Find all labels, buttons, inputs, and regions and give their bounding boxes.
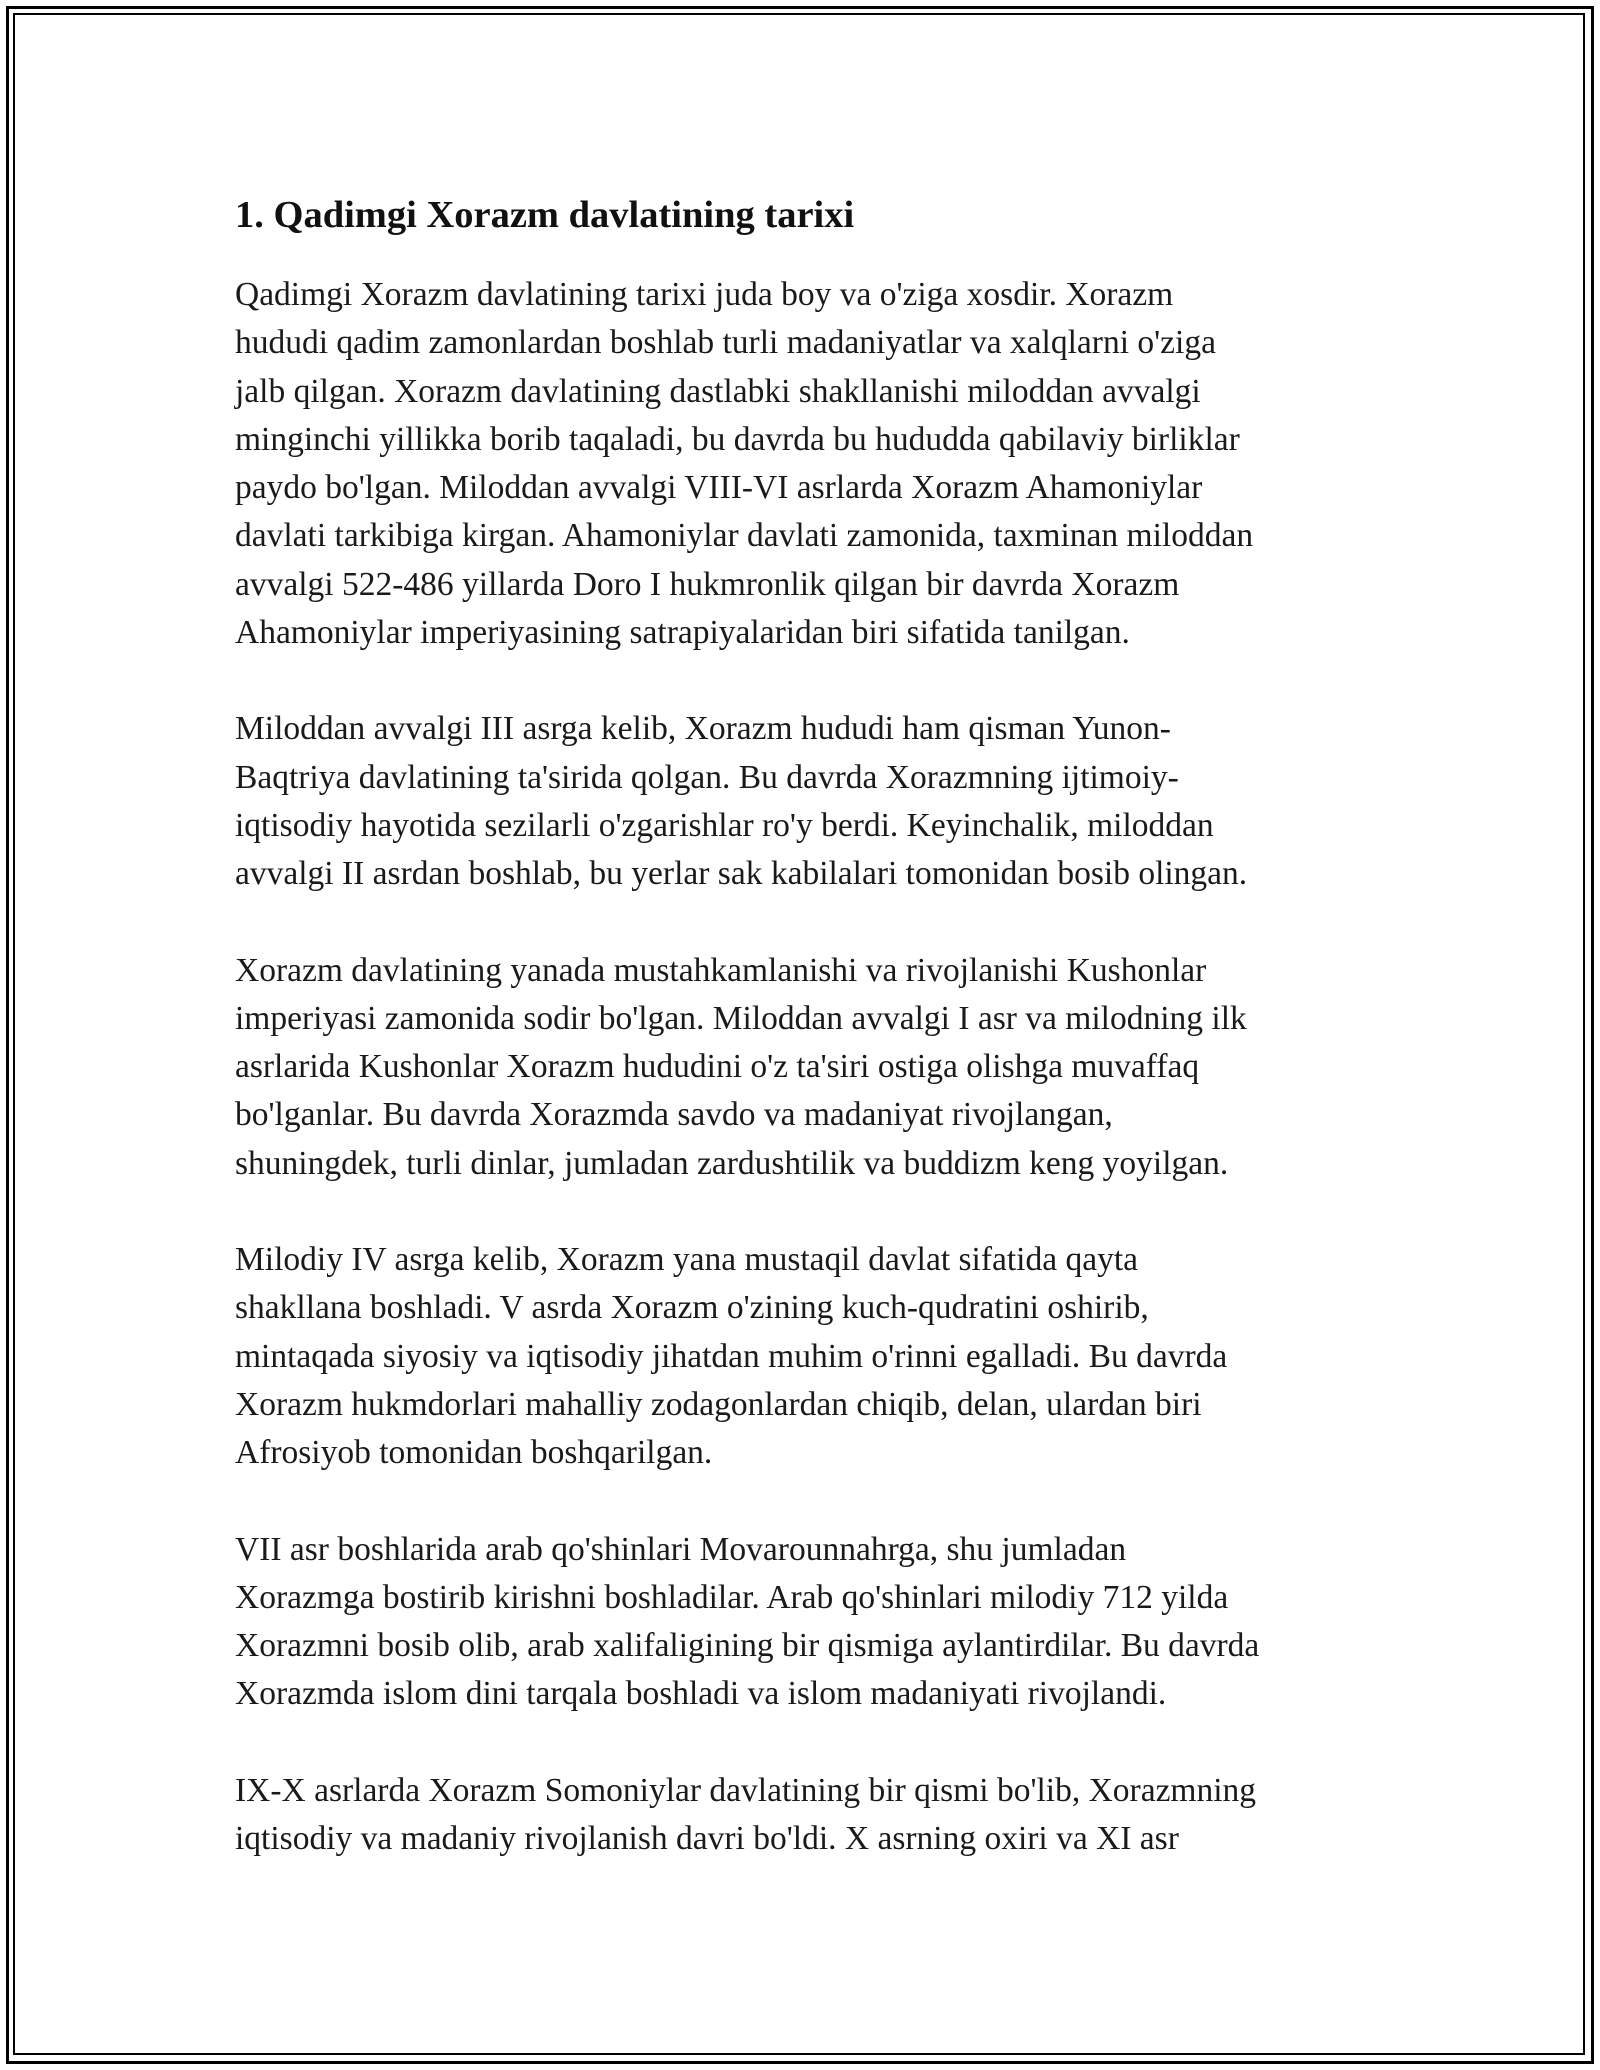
text-line: avvalgi 522-486 yillarda Doro I hukmronlik qilgan bir davrda Xorazm: [235, 565, 1180, 603]
text-line: Xorazm davlatining yanada mustahkamlanishi va rivojlanishi Kushonlar: [235, 951, 1207, 989]
text-line: avvalgi II asrdan boshlab, bu yerlar sak kabilalari tomonidan bosib olingan.: [235, 855, 1248, 893]
text-line: shakllana boshladi. V asrda Xorazm o'zining kuch-qudratini oshirib,: [235, 1289, 1149, 1327]
text-line: Baqtriya davlatining ta'sirida qolgan. Bu davrda Xorazmning ijtimoiy-: [235, 758, 1179, 796]
document-body: [235, 185, 1365, 1911]
text-line: VII asr boshlarida arab qo'shinlari Movarounnahrga, shu jumladan: [235, 1530, 1127, 1568]
text-line: minginchi yillikka borib taqaladi, bu davrda bu hududda qabilaviy birliklar: [235, 420, 1240, 458]
text-line: shuningdek, turli dinlar, jumladan zardushtilik va buddizm keng yoyilgan.: [235, 1144, 1229, 1182]
text-line: Xorazmni bosib olib, arab xalifaligining bir qismiga aylantirdilar. Bu davrda: [235, 1627, 1260, 1665]
text-line: davlati tarkibiga kirgan. Ahamoniylar davlati zamonida, taxminan miloddan: [235, 517, 1254, 555]
text-line: Xorazm hukmdorlari mahalliy zodagonlardan chiqib, delan, ulardan biri: [235, 1385, 1202, 1423]
paragraph: [235, 1526, 1365, 1719]
text-line: Milodiy IV asrga kelib, Xorazm yana mustaqil davlat sifatida qayta: [235, 1241, 1139, 1279]
text-line: iqtisodiy va madaniy rivojlanish davri bo'ldi. X asrning oxiri va XI asr: [235, 1820, 1179, 1858]
text-line: bo'lganlar. Bu davrda Xorazmda savdo va madaniyat rivojlangan,: [235, 1096, 1113, 1134]
text-line: paydo bo'lgan. Miloddan avvalgi VIII-VI asrlarda Xorazm Ahamoniylar: [235, 469, 1203, 507]
text-line: Xorazmga bostirib kirishni boshladilar. Arab qo'shinlari milodiy 712 yilda: [235, 1578, 1229, 1616]
paragraph: [235, 1767, 1365, 1864]
text-line: IX-X asrlarda Xorazm Somoniylar davlatining bir qismi bo'lib, Xorazmning: [235, 1771, 1257, 1809]
paragraph: [235, 1236, 1365, 1477]
text-line: Qadimgi Xorazm davlatining tarixi juda boy va o'ziga xosdir. Xorazm: [235, 276, 1174, 313]
text-line: Afrosiyob tomonidan boshqarilgan.: [235, 1434, 713, 1472]
paragraph: [235, 947, 1365, 1188]
paragraph: [235, 271, 1365, 657]
text-line: asrlarida Kushonlar Xorazm hududini o'z ta'siri ostiga olishga muvaffaq: [235, 1048, 1200, 1086]
text-line: hududi qadim zamonlardan boshlab turli madaniyatlar va xalqlarni o'ziga: [235, 324, 1216, 362]
paragraph: [235, 705, 1365, 898]
text-line: Ahamoniylar imperiyasining satrapiyalaridan biri sifatida tanilgan.: [235, 614, 1130, 652]
text-line: jalb qilgan. Xorazm davlatining dastlabki shakllanishi miloddan avvalgi: [235, 372, 1201, 410]
text-line: Miloddan avvalgi III asrga kelib, Xorazm hududi ham qisman Yunon-: [235, 710, 1171, 748]
text-line: mintaqada siyosiy va iqtisodiy jihatdan muhim o'rinni egalladi. Bu davrda: [235, 1337, 1228, 1375]
text-line: iqtisodiy hayotida sezilarli o'zgarishlar ro'y berdi. Keyinchalik, miloddan: [235, 806, 1214, 844]
text-line: Xorazmda islom dini tarqala boshladi va islom madaniyati rivojlandi.: [235, 1675, 1167, 1713]
section-title: 1. Qadimgi Xorazm davlatining tarixi: [235, 194, 855, 236]
text-line: imperiyasi zamonida sodir bo'lgan. Miloddan avvalgi I asr va milodning ilk: [235, 999, 1247, 1037]
